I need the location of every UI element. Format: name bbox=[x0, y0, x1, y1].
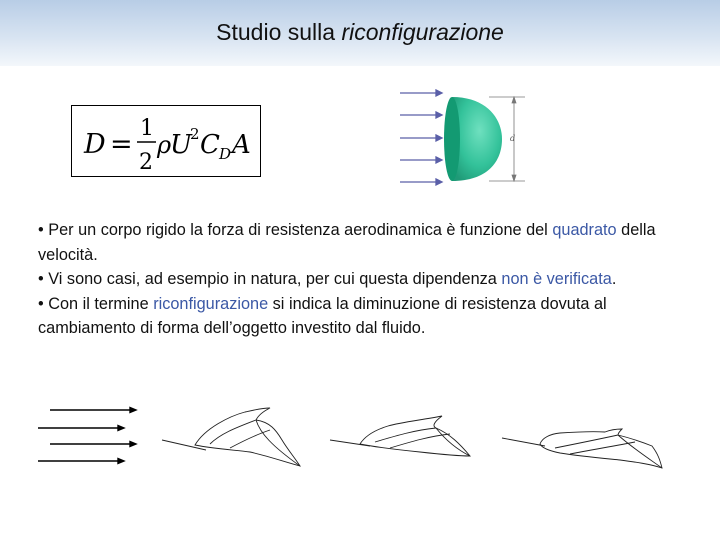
formula-exponent: 2 bbox=[190, 125, 200, 143]
bullet-item: • Vi sono casi, ad esempio in natura, per cui questa dipendenza non è verificata. bbox=[38, 270, 617, 288]
formula-numerator: 1 bbox=[140, 116, 154, 141]
highlight-term: quadrato bbox=[552, 221, 617, 239]
highlight-term: non è verificata bbox=[501, 270, 612, 288]
drag-formula-box bbox=[71, 105, 261, 177]
bullet-item: • Per un corpo rigido la forza di resistenza aerodinamica è funzione del quadrato della velocità. bbox=[38, 221, 656, 264]
formula-equals: = bbox=[110, 129, 133, 160]
leaf-2 bbox=[330, 416, 470, 456]
bullet-item: • Con il termine riconfigurazione si indica la diminuzione di resistenza dovuta al cambiamento di forma dell’oggetto investito dal fluido. bbox=[38, 294, 607, 337]
bullet-list bbox=[38, 218, 698, 341]
formula-lhs: D bbox=[84, 129, 106, 160]
hemisphere-flow-diagram bbox=[392, 84, 532, 190]
hemisphere-base bbox=[444, 97, 460, 181]
formula-velocity: U bbox=[170, 130, 192, 160]
flow-arrows bbox=[38, 408, 136, 464]
slide-title bbox=[0, 19, 720, 46]
drag-formula bbox=[72, 106, 262, 178]
leaf-1 bbox=[162, 408, 300, 466]
formula-subscript: D bbox=[219, 145, 232, 163]
flow-arrows bbox=[400, 90, 442, 185]
highlight-term: riconfigurazione bbox=[153, 294, 269, 313]
diameter-label: d bbox=[510, 134, 516, 143]
formula-rho: ρ bbox=[157, 131, 172, 159]
title-plain: Studio sulla bbox=[216, 19, 342, 45]
formula-area: A bbox=[232, 130, 251, 160]
formula-denominator: 2 bbox=[139, 150, 153, 175]
title-italic: riconfigurazione bbox=[341, 19, 504, 45]
leaf-reconfiguration-drawing bbox=[30, 398, 670, 478]
formula-coefficient: C bbox=[200, 130, 220, 160]
leaf-3 bbox=[502, 429, 662, 468]
